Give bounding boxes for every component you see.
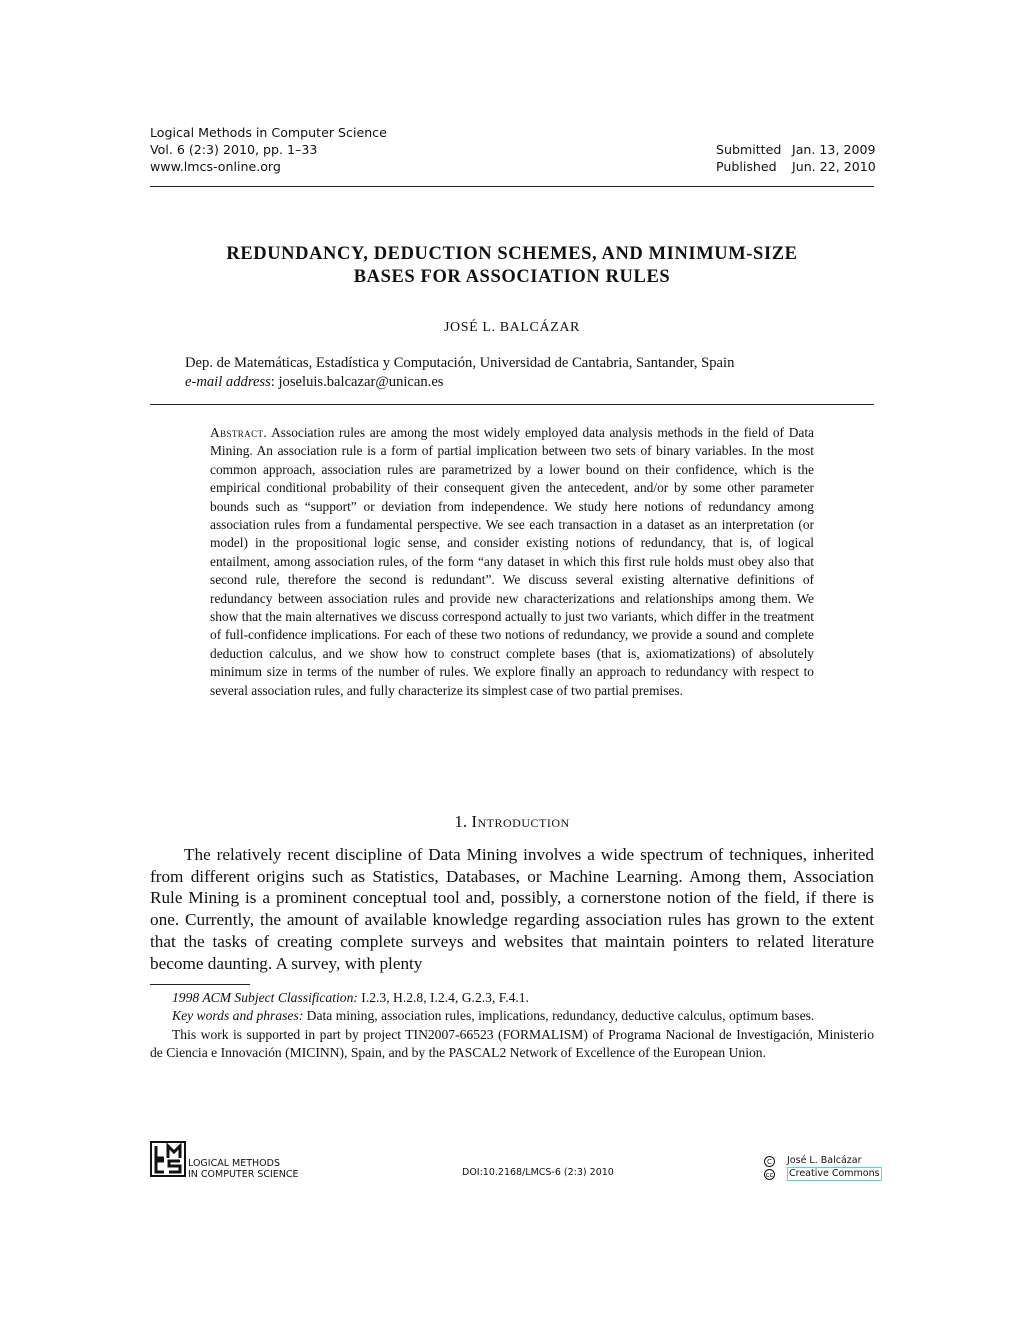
affiliation-text: Dep. de Matemáticas, Estadística y Computación, Universidad de Cantabria, Santander, Spain	[185, 355, 735, 371]
published-label: Published	[716, 159, 777, 174]
logo-line-1: LOGICAL METHODS	[188, 1158, 281, 1169]
section-number: 1.	[454, 812, 468, 831]
license-block	[764, 1155, 882, 1181]
footnotes	[150, 989, 874, 1063]
doi: DOI:10.2168/LMCS-6 (2:3) 2010	[462, 1167, 614, 1178]
acm-label: 1998 ACM Subject Classification:	[172, 990, 358, 1005]
acm-classification	[150, 989, 874, 1007]
abstract-text: Association rules are among the most widely employed data analysis methods in the field of Data Mining. An association rule is a form of partial implication between two sets of binary variables. In the most common approach, association rules are parametrized by a lower bound on their confidence, which is the empirical conditional probability of their consequent given the antecedent, and/or by some other parameter bounds such as “support” or deviation from independence. We study here notions of redundancy among association rules from a fundamental perspective. We see each transaction in a dataset as an interpretation (or model) in the propositional logic sense, and consider existing notions of redundancy, that is, of logical entailment, among association rules, of the form “any dataset in which this first rule holds must obey also that second rule, therefore the second is redundant”. We discuss several existing alternative definitions of redundancy between association rules and provide new characterizations and relationships among them. We show that the main alternatives we discuss correspond actually to just two variants, which differ in the treatment of full-confidence implications. For each of these two notions of redundancy, we provide a sound and complete deduction calculus, and we show how to construct complete bases (that is, axiomatizations) of absolutely minimum size in terms of the number of rules. We explore finally an approach to redundancy with respect to several association rules, and fully characterize its simplest case of two partial premises.	[210, 425, 814, 698]
acm-value: I.2.3, H.2.8, I.2.4, G.2.3, F.4.1.	[357, 990, 530, 1005]
email-separator: :	[270, 374, 279, 390]
funding-note: This work is supported in part by project TIN2007-66523 (FORMALISM) of Programa Nacional de Investigación, Ministerio de Ciencia e Innovación (MICINN), Spain, and by the PASCAL2 Network of Excellence of the European Union.	[150, 1026, 874, 1061]
section-title: Introduction	[471, 812, 570, 831]
license-row	[764, 1167, 882, 1181]
paper-title	[150, 243, 874, 289]
affiliation-divider	[150, 404, 874, 405]
section-heading	[150, 812, 874, 832]
email-line	[185, 373, 865, 392]
journal-header	[150, 124, 387, 175]
journal-volume: Vol. 6 (2:3) 2010, pp. 1–33	[150, 142, 318, 157]
lmcs-logo-icon	[150, 1141, 186, 1177]
abstract	[210, 424, 814, 700]
publication-dates	[716, 141, 876, 175]
journal-name: Logical Methods in Computer Science	[150, 125, 387, 140]
title-line-1: REDUNDANCY, DEDUCTION SCHEMES, AND MINIMUM-SIZE	[226, 244, 798, 264]
lmcs-logo-text	[188, 1158, 299, 1180]
keywords-value: Data mining, association rules, implications, redundancy, deductive calculus, optimum bases.	[303, 1008, 815, 1024]
author-affiliation	[185, 354, 865, 392]
footnote-divider	[150, 984, 250, 985]
email-label: e-mail address	[185, 374, 271, 390]
published-date: Jun. 22, 2010	[792, 159, 876, 174]
copyright-holder: José L. Balcázar	[787, 1155, 862, 1166]
copyright-row	[764, 1155, 882, 1167]
abstract-label: Abstract.	[210, 425, 268, 440]
keywords	[150, 1007, 874, 1025]
keywords-label: Key words and phrases:	[172, 1008, 304, 1024]
journal-website: www.lmcs-online.org	[150, 159, 281, 174]
email-address: joseluis.balcazar@unican.es	[278, 374, 444, 390]
logo-line-2: IN COMPUTER SCIENCE	[188, 1169, 299, 1180]
submitted-row	[716, 141, 876, 158]
published-row	[716, 158, 876, 175]
copyright-icon: C	[764, 1156, 775, 1167]
author-name: JOSÉ L. BALCÁZAR	[444, 320, 580, 335]
license-link[interactable]: Creative Commons	[789, 1168, 880, 1179]
title-line-2: BASES FOR ASSOCIATION RULES	[353, 267, 671, 287]
submitted-label: Submitted	[716, 142, 782, 157]
submitted-date: Jan. 13, 2009	[792, 142, 876, 157]
header-divider	[150, 186, 874, 187]
introduction-paragraph: The relatively recent discipline of Data Mining involves a wide spectrum of techniques, inherited from different origins such as Statistics, Databases, or Machine Learning. Among them, Association Rule Mining is a prominent conceptual tool and, possibly, a cornerstone notion of the field, if there is one. Currently, the amount of available knowledge regarding association rules has grown to the extent that the tasks of creating complete surveys and websites that maintain pointers to related literature become daunting. A survey, with plenty	[150, 845, 874, 973]
creative-commons-icon: cc	[765, 1170, 774, 1179]
